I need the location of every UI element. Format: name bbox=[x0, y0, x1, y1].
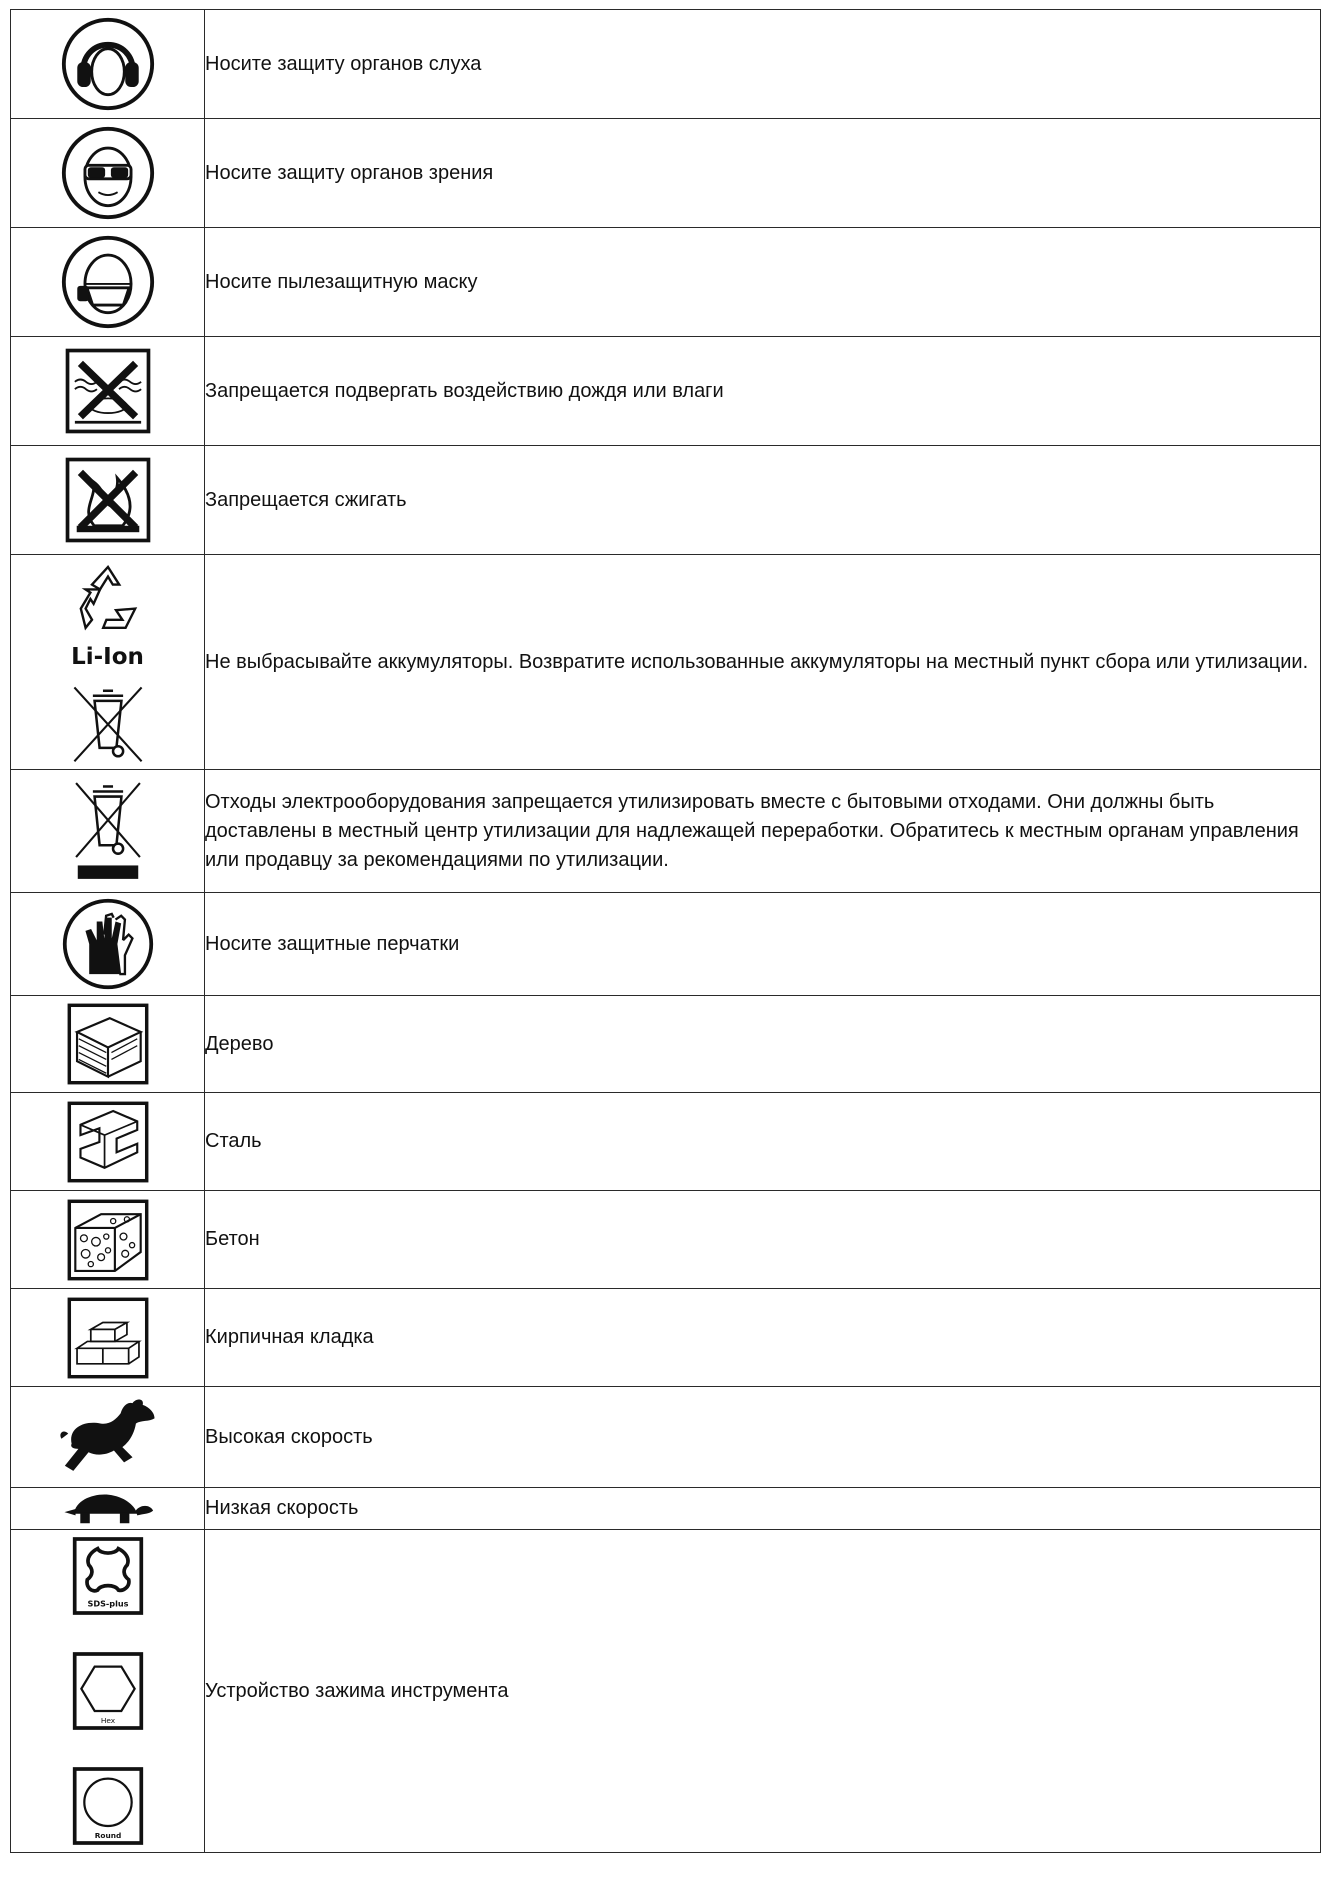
symbol-description: Низкая скорость bbox=[205, 1488, 1321, 1530]
icon-cell bbox=[11, 1488, 205, 1530]
table-row bbox=[11, 337, 1321, 446]
hex-label: Hex bbox=[100, 1715, 115, 1725]
table-row bbox=[11, 228, 1321, 337]
rabbit-icon bbox=[53, 1394, 163, 1480]
wood-icon bbox=[65, 1001, 151, 1087]
table-row bbox=[11, 555, 1321, 770]
sds-plus-label: SDS-plus bbox=[86, 1598, 129, 1609]
symbol-description: Запрещается подвергать воздействию дождя или влаги bbox=[205, 337, 1321, 446]
symbol-description: Носите защиту органов слуха bbox=[205, 10, 1321, 119]
no-rain-icon bbox=[62, 345, 154, 437]
table-row bbox=[11, 1289, 1321, 1387]
symbol-description: Высокая скорость bbox=[205, 1387, 1321, 1488]
icon-cell bbox=[11, 996, 205, 1093]
table-row bbox=[11, 1387, 1321, 1488]
icon-cell bbox=[11, 1191, 205, 1289]
brick-icon bbox=[65, 1295, 151, 1381]
symbol-description: Кирпичная кладка bbox=[205, 1289, 1321, 1387]
symbol-description: Устройство зажима инструмента bbox=[205, 1530, 1321, 1853]
icon-cell bbox=[11, 337, 205, 446]
icon-cell bbox=[11, 228, 205, 337]
table-row bbox=[11, 1093, 1321, 1191]
table-row bbox=[11, 1530, 1321, 1853]
dust-mask-icon bbox=[60, 234, 156, 330]
li-ion-label: Li-Ion bbox=[71, 644, 144, 670]
no-burning-icon bbox=[62, 454, 154, 546]
table-row bbox=[11, 10, 1321, 119]
table-row bbox=[11, 446, 1321, 555]
table-row bbox=[11, 996, 1321, 1093]
symbol-description: Запрещается сжигать bbox=[205, 446, 1321, 555]
gloves-icon bbox=[61, 897, 155, 991]
tool-chuck-icon-group bbox=[11, 1535, 204, 1847]
icon-cell bbox=[11, 893, 205, 996]
icon-cell bbox=[11, 1093, 205, 1191]
icon-cell bbox=[11, 555, 205, 770]
crossed-bin-icon bbox=[66, 677, 150, 765]
icon-cell bbox=[11, 1387, 205, 1488]
concrete-icon bbox=[65, 1197, 151, 1283]
table-row bbox=[11, 119, 1321, 228]
symbol-description: Бетон bbox=[205, 1191, 1321, 1289]
round-icon bbox=[71, 1765, 145, 1847]
hex-icon bbox=[71, 1650, 145, 1732]
sds-plus-icon bbox=[71, 1535, 145, 1617]
icon-cell bbox=[11, 446, 205, 555]
table-row bbox=[11, 770, 1321, 893]
table-row bbox=[11, 893, 1321, 996]
icon-cell bbox=[11, 10, 205, 119]
icon-cell bbox=[11, 770, 205, 893]
steel-icon bbox=[65, 1099, 151, 1185]
symbol-description: Носите пылезащитную маску bbox=[205, 228, 1321, 337]
li-ion-icon-group bbox=[11, 560, 204, 765]
symbol-description: Сталь bbox=[205, 1093, 1321, 1191]
symbol-description: Дерево bbox=[205, 996, 1321, 1093]
recycle-icon bbox=[68, 560, 148, 638]
weee-bin-icon bbox=[66, 778, 150, 884]
table-row bbox=[11, 1191, 1321, 1289]
symbols-table bbox=[10, 9, 1321, 1853]
icon-cell bbox=[11, 1289, 205, 1387]
symbol-description: Носите защитные перчатки bbox=[205, 893, 1321, 996]
symbol-description: Не выбрасывайте аккумуляторы. Возвратите использованные аккумуляторы на местный пункт сбора или утилизации. bbox=[205, 555, 1321, 770]
eye-protection-icon bbox=[60, 125, 156, 221]
icon-cell bbox=[11, 1530, 205, 1853]
table-row bbox=[11, 1488, 1321, 1530]
icon-cell bbox=[11, 119, 205, 228]
turtle-icon bbox=[56, 1490, 160, 1528]
round-label: Round bbox=[94, 1830, 121, 1840]
hearing-protection-icon bbox=[60, 16, 156, 112]
symbol-description: Носите защиту органов зрения bbox=[205, 119, 1321, 228]
symbol-description: Отходы электрооборудования запрещается утилизировать вместе с бытовыми отходами. Они должны быть доставлены в местный центр утилизации для надлежащей переработки. Обратитесь к местным органам управления или продавцу за рекомендациями по утилизации. bbox=[205, 770, 1321, 893]
